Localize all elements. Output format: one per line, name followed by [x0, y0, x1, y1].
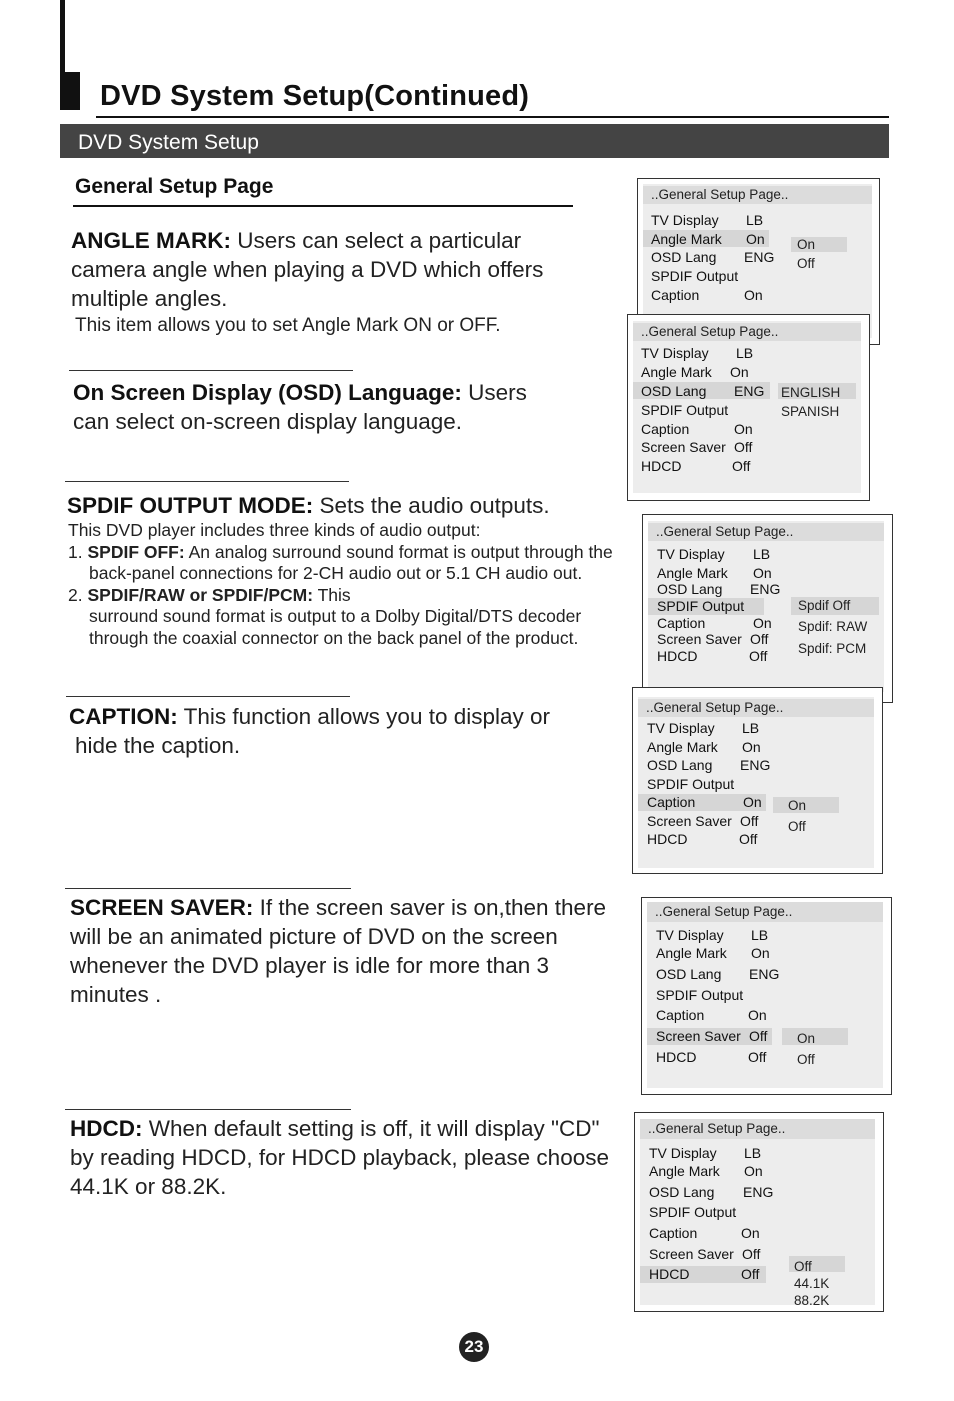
menu-osd-lang: [627, 314, 870, 501]
osd-text: Users: [461, 380, 527, 405]
divider: [65, 481, 349, 482]
angle-mark-text: Users can select a particular: [230, 228, 522, 253]
menu-value-osd-lang: ENG: [750, 581, 781, 597]
menu-value-caption: On: [743, 794, 762, 810]
subheading-rule: [73, 205, 573, 207]
osd-line2: can select on-screen display language.: [73, 409, 462, 434]
menu-item-osd-lang[interactable]: OSD Lang: [651, 249, 717, 265]
menu-value-tv-display: LB: [744, 1145, 762, 1161]
menu-value-screen-saver: Off: [750, 631, 769, 647]
option-on[interactable]: On: [788, 798, 807, 813]
hdcd-line2: by reading HDCD, for HDCD playback, please choose: [70, 1145, 609, 1170]
caption-label: CAPTION:: [69, 704, 178, 729]
menu-item-osd-lang[interactable]: OSD Lang: [641, 383, 707, 399]
angle-mark-label: ANGLE MARK:: [71, 228, 231, 253]
spdif-section-heading: [67, 491, 627, 520]
menu-value-caption: On: [753, 615, 772, 631]
menu-item-caption[interactable]: Caption: [651, 287, 700, 303]
screen-saver-label: SCREEN SAVER:: [70, 895, 254, 920]
menu-value-angle-mark: On: [751, 945, 770, 961]
menu-title: ..General Setup Page..: [648, 523, 884, 541]
spdif-item1-label: SPDIF OFF:: [87, 541, 185, 562]
option-off[interactable]: Off: [788, 819, 806, 834]
menu-value-angle-mark: On: [753, 565, 772, 581]
menu-item-spdif-output[interactable]: SPDIF Output: [657, 598, 745, 614]
menu-caption: [632, 687, 883, 874]
menu-item-tv-display[interactable]: TV Display: [656, 927, 724, 943]
menu-item-spdif-output[interactable]: SPDIF Output: [647, 776, 735, 792]
menu-value-hdcd: Off: [732, 458, 751, 474]
menu-item-angle-mark[interactable]: Angle Mark: [651, 231, 722, 247]
menu-value-screen-saver: Off: [734, 439, 753, 455]
screen-saver-line4: minutes .: [70, 982, 162, 1007]
menu-value-angle-mark: On: [746, 231, 765, 247]
menu-value-osd-lang: ENG: [740, 757, 771, 773]
menu-value-angle-mark: On: [744, 1163, 763, 1179]
menu-value-caption: On: [741, 1225, 760, 1241]
menu-item-spdif-output[interactable]: SPDIF Output: [641, 402, 729, 418]
menu-item-hdcd[interactable]: HDCD: [641, 458, 682, 474]
caption-line2: hide the caption.: [75, 733, 241, 758]
menu-value-hdcd: Off: [748, 1049, 767, 1065]
menu-item-screen-saver[interactable]: Screen Saver: [647, 813, 732, 829]
menu-item-caption[interactable]: Caption: [647, 794, 696, 810]
menu-item-tv-display[interactable]: TV Display: [657, 546, 725, 562]
option-spdif-pcm[interactable]: Spdif: PCM: [798, 641, 867, 656]
menu-item-osd-lang[interactable]: OSD Lang: [649, 1184, 715, 1200]
menu-value-hdcd: Off: [741, 1266, 760, 1282]
menu-value-caption: On: [744, 287, 763, 303]
menu-title: ..General Setup Page..: [633, 323, 861, 341]
option-spdif-raw[interactable]: Spdif: RAW: [798, 619, 868, 634]
menu-value-osd-lang: ENG: [743, 1184, 774, 1200]
menu-item-osd-lang[interactable]: OSD Lang: [656, 966, 722, 982]
option-english[interactable]: ENGLISH: [781, 385, 841, 400]
spdif-item1-line2: back-panel connections for 2-CH audio out or 5.1 CH audio out.: [89, 563, 583, 583]
menu-value-osd-lang: ENG: [734, 383, 765, 399]
angle-mark-section: [71, 226, 611, 313]
menu-title: ..General Setup Page..: [640, 1119, 875, 1139]
screen-saver-text: If the screen saver is on,then there: [253, 895, 607, 920]
title-rule: [96, 116, 889, 118]
option-on[interactable]: On: [797, 1031, 816, 1046]
menu-item-hdcd[interactable]: HDCD: [649, 1266, 690, 1282]
menu-item-tv-display[interactable]: TV Display: [641, 345, 709, 361]
option-88-2k[interactable]: 88.2K: [794, 1293, 830, 1308]
angle-mark-line2: camera angle when playing a DVD which offers: [71, 257, 544, 282]
menu-screen-saver: [641, 897, 892, 1095]
menu-value-hdcd: Off: [739, 831, 758, 847]
menu-value-tv-display: LB: [751, 927, 769, 943]
menu-value-tv-display: LB: [746, 212, 764, 228]
option-off[interactable]: Off: [797, 256, 815, 271]
menu-item-angle-mark[interactable]: Angle Mark: [656, 945, 727, 961]
menu-item-screen-saver[interactable]: Screen Saver: [649, 1246, 734, 1262]
menu-item-osd-lang[interactable]: OSD Lang: [657, 581, 723, 597]
menu-spdif-output: [642, 514, 893, 703]
page-title: DVD System Setup(Continued): [100, 80, 530, 112]
hdcd-section: [70, 1114, 630, 1201]
menu-item-caption[interactable]: Caption: [641, 421, 690, 437]
hdcd-text: When default setting is off, it will display "CD": [142, 1116, 600, 1141]
menu-value-tv-display: LB: [736, 345, 754, 361]
banner-title: DVD System Setup: [78, 131, 259, 154]
menu-value-angle-mark: On: [742, 739, 761, 755]
spdif-text: Sets the audio outputs.: [313, 493, 550, 518]
menu-item-tv-display[interactable]: TV Display: [647, 720, 715, 736]
menu-title: ..General Setup Page..: [643, 186, 872, 204]
menu-item-spdif-output[interactable]: SPDIF Output: [649, 1204, 737, 1220]
menu-value-hdcd: Off: [749, 648, 768, 664]
spdif-label: SPDIF OUTPUT MODE:: [67, 493, 314, 518]
menu-item-hdcd[interactable]: HDCD: [647, 831, 688, 847]
menu-hdcd: [634, 1112, 884, 1312]
spdif-item2-line2: surround sound format is output to a Dolby Digital/DTS decoder: [89, 606, 582, 626]
menu-item-hdcd[interactable]: HDCD: [656, 1049, 697, 1065]
menu-item-angle-mark[interactable]: Angle Mark: [657, 565, 728, 581]
menu-value-osd-lang: ENG: [749, 966, 780, 982]
menu-value-caption: On: [734, 421, 753, 437]
menu-item-angle-mark[interactable]: Angle Mark: [641, 364, 712, 380]
caption-section: [69, 702, 609, 760]
menu-value-screen-saver: Off: [740, 813, 759, 829]
menu-item-tv-display[interactable]: TV Display: [649, 1145, 717, 1161]
menu-value-screen-saver: Off: [749, 1028, 768, 1044]
divider: [69, 370, 353, 371]
spdif-item2-line3: through the coaxial connector on the back panel of the product.: [89, 627, 579, 648]
menu-item-spdif-output[interactable]: SPDIF Output: [651, 268, 739, 284]
spdif-item2-label: SPDIF/RAW or SPDIF/PCM:: [87, 584, 314, 605]
screen-saver-section: [70, 893, 630, 1009]
option-off[interactable]: Off: [797, 1052, 815, 1067]
spdif-item2-num: 2.: [68, 584, 83, 605]
menu-item-hdcd[interactable]: HDCD: [657, 648, 698, 664]
menu-item-caption[interactable]: Caption: [657, 615, 706, 631]
menu-value-tv-display: LB: [753, 546, 771, 562]
screen-saver-line2: will be an animated picture of DVD on the screen: [70, 924, 558, 949]
spdif-item2-text: This: [313, 584, 351, 605]
menu-title: ..General Setup Page..: [647, 902, 883, 922]
menu-value-screen-saver: Off: [742, 1246, 761, 1262]
spdif-item1-text: An analog surround sound format is output through the: [184, 541, 613, 562]
divider: [66, 696, 350, 697]
option-44-1k[interactable]: 44.1K: [794, 1276, 830, 1291]
menu-item-angle-mark[interactable]: Angle Mark: [647, 739, 718, 755]
menu-value-osd-lang: ENG: [744, 249, 775, 265]
menu-item-screen-saver[interactable]: Screen Saver: [657, 631, 742, 647]
screen-saver-line3: whenever the DVD player is idle for more than 3: [70, 953, 549, 978]
menu-item-tv-display[interactable]: TV Display: [651, 212, 719, 228]
subheading: General Setup Page: [75, 175, 274, 198]
menu-item-osd-lang[interactable]: OSD Lang: [647, 757, 713, 773]
caption-text: This function allows you to display or: [177, 704, 551, 729]
header-block: [60, 72, 80, 110]
angle-mark-note: This item allows you to set Angle Mark ON or OFF.: [75, 315, 501, 336]
spdif-details: [68, 520, 638, 649]
menu-item-screen-saver[interactable]: Screen Saver: [656, 1028, 741, 1044]
menu-item-angle-mark[interactable]: Angle Mark: [649, 1163, 720, 1179]
option-on[interactable]: On: [797, 237, 816, 252]
option-off[interactable]: Off: [794, 1259, 812, 1274]
menu-item-caption[interactable]: Caption: [649, 1225, 698, 1241]
menu-value-tv-display: LB: [742, 720, 760, 736]
page-number: 23: [459, 1332, 489, 1362]
menu-item-spdif-output[interactable]: SPDIF Output: [656, 987, 744, 1003]
hdcd-line3: 44.1K or 88.2K.: [70, 1174, 227, 1199]
spdif-intro: This DVD player includes three kinds of audio output:: [68, 520, 481, 540]
osd-section: [73, 378, 593, 436]
osd-label: On Screen Display (OSD) Language:: [73, 380, 462, 405]
divider: [65, 888, 351, 889]
menu-value-caption: On: [748, 1007, 767, 1023]
divider: [65, 1109, 351, 1110]
menu-item-caption[interactable]: Caption: [656, 1007, 705, 1023]
option-spdif-off[interactable]: Spdif Off: [798, 598, 851, 613]
spdif-item1-num: 1.: [68, 541, 83, 562]
option-spanish[interactable]: SPANISH: [781, 404, 840, 419]
menu-value-angle-mark: On: [730, 364, 749, 380]
menu-title: ..General Setup Page..: [638, 699, 874, 717]
menu-item-screen-saver[interactable]: Screen Saver: [641, 439, 726, 455]
hdcd-label: HDCD:: [70, 1116, 143, 1141]
angle-mark-line3: multiple angles.: [71, 286, 228, 311]
